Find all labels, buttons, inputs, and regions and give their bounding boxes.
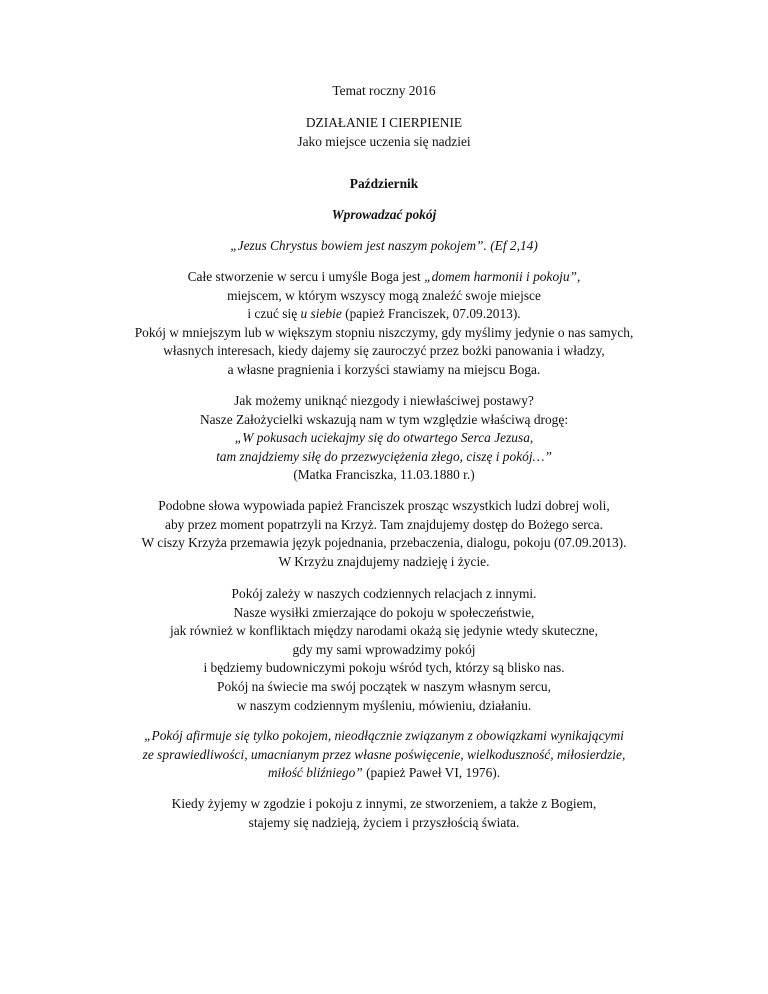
header-theme bbox=[20, 114, 748, 151]
paragraph-5 bbox=[20, 727, 748, 783]
paragraph-4-line-2: Nasze wysiłki zmierzające do pokoju w społeczeństwie, bbox=[233, 604, 535, 620]
paragraph-1-line-2: miejscem, w którym wszyscy mogą znaleźć swoje miejsce bbox=[227, 287, 541, 303]
header-year-theme bbox=[20, 82, 748, 101]
paragraph-6-line-1: Kiedy żyjemy w zgodzie i pokoju z innymi, ze stworzeniem, a także z Bogiem, bbox=[171, 796, 597, 811]
paragraph-1-line-1 bbox=[20, 268, 748, 287]
paragraph-2-citation: (Matka Franciszka, 11.03.1880 r.) bbox=[293, 467, 475, 483]
paragraph-2-quote-line-2: tam znajdziemy siłę do przezwyciężenia złego, ciszę i pokój…” bbox=[216, 448, 552, 464]
paragraph-3-line-1: Podobne słowa wypowiada papież Franciszek prosząc wszystkich ludzi dobrej woli, bbox=[158, 498, 610, 513]
paragraph-4-line-4: gdy my sami wprowadzimy pokój bbox=[292, 641, 476, 657]
quote-end: miłość bliźniego” bbox=[267, 765, 363, 781]
paragraph-4-line-7: w naszym codziennym myśleniu, mówieniu, działaniu. bbox=[236, 697, 532, 713]
title-text: Wprowadzać pokój bbox=[331, 207, 437, 222]
paragraph-1-line-6: a własne pragnienia i korzyści stawiamy na miejscu Boga. bbox=[227, 361, 541, 377]
paragraph-1-line-4: Pokój w mniejszym lub w większym stopniu niszczymy, gdy myślimy jedynie o nas samych, bbox=[134, 324, 634, 340]
citation: (papież Paweł VI, 1976). bbox=[362, 765, 501, 781]
page-title bbox=[20, 206, 748, 225]
paragraph-4-line-5: i będziemy budowniczymi pokoju wśród tych, którzy są blisko nas. bbox=[203, 660, 565, 676]
paragraph-1-line-5: własnych interesach, kiedy dajemy się zauroczyć przez bożki panowania i władzy, bbox=[163, 343, 605, 359]
paragraph-3-line-3: W ciszy Krzyża przemawia język pojednania, przebaczenia, dialogu, pokoju (07.09.2013). bbox=[141, 535, 627, 551]
year-theme-text: Temat roczny 2016 bbox=[332, 83, 436, 98]
paragraph-2-quote-line-1: „W pokusach uciekajmy się do otwartego Serca Jezusa, bbox=[234, 430, 534, 446]
quoted-phrase: „domem harmonii i pokoju” bbox=[424, 269, 578, 284]
text-segment: (papież Franciszek, 07.09.2013). bbox=[341, 306, 521, 322]
text-segment: Całe stworzenie w sercu i umyśle Boga jest bbox=[187, 269, 425, 284]
motto bbox=[20, 237, 748, 256]
paragraph-2-line-1: Jak możemy uniknąć niezgody i niewłaściwej postawy? bbox=[234, 393, 534, 408]
text-segment: , bbox=[577, 269, 581, 284]
italic-phrase: u siebie bbox=[300, 306, 342, 322]
paragraph-5-line-3 bbox=[20, 764, 748, 783]
paragraph-6-line-2: stajemy się nadzieją, życiem i przyszłością świata. bbox=[248, 814, 520, 830]
text-segment: i czuć się bbox=[247, 306, 301, 322]
paragraph-3-line-2: aby przez moment popatrzyli na Krzyż. Tam znajdujemy dostęp do Bożego serca. bbox=[165, 516, 603, 532]
paragraph-3 bbox=[20, 497, 748, 571]
motto-text: „Jezus Chrystus bowiem jest naszym pokojem”. (Ef 2,14) bbox=[230, 238, 538, 253]
paragraph-4-line-3: jak również w konfliktach między narodami okażą się jedynie wtedy skuteczne, bbox=[170, 623, 598, 639]
paragraph-2-line-2: Nasze Założycielki wskazują nam w tym względzie właściwą drogę: bbox=[199, 411, 569, 427]
main-theme-text: DZIAŁANIE I CIERPIENIE bbox=[305, 115, 463, 130]
paragraph-5-quote-line-1: „Pokój afirmuje się tylko pokojem, nieodłącznie związanym z obowiązkami wynikającymi bbox=[144, 728, 624, 743]
paragraph-6 bbox=[20, 795, 748, 832]
month-text: Październik bbox=[349, 176, 419, 191]
paragraph-4 bbox=[20, 585, 748, 715]
paragraph-5-quote-line-2: ze sprawiedliwości, umacnianym przez własne poświęcenie, wielkoduszność, miłosierdzie, bbox=[142, 746, 626, 762]
paragraph-1-line-3 bbox=[20, 305, 748, 324]
subtitle-text: Jako miejsce uczenia się nadziei bbox=[297, 133, 471, 149]
paragraph-2 bbox=[20, 392, 748, 485]
paragraph-1 bbox=[20, 268, 748, 380]
month-heading bbox=[20, 175, 748, 194]
paragraph-4-line-6: Pokój na świecie ma swój początek w naszym własnym sercu, bbox=[217, 678, 551, 694]
paragraph-4-line-1: Pokój zależy w naszych codziennych relacjach z innymi. bbox=[231, 586, 537, 601]
paragraph-3-line-4: W Krzyżu znajdujemy nadzieję i życie. bbox=[278, 553, 490, 569]
